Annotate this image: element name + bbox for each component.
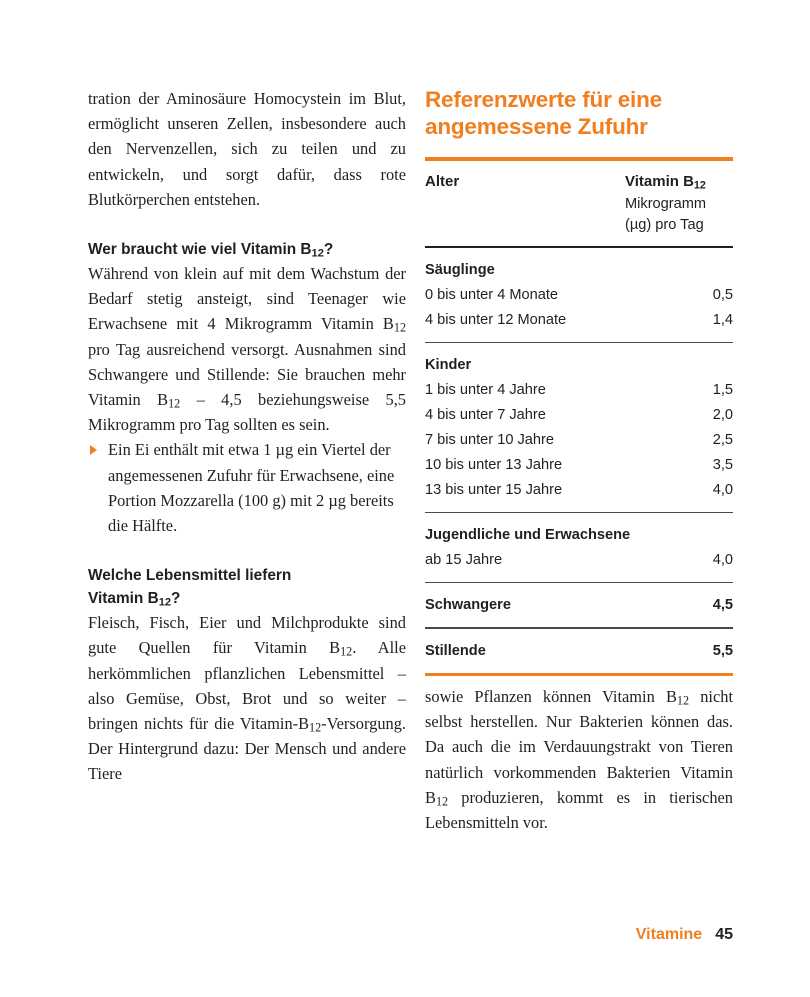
- row-value: 0,5: [712, 286, 733, 303]
- paragraph-subscript-1: 12: [676, 693, 690, 708]
- group-label: Schwangere: [425, 597, 511, 614]
- group-label: Jugendliche und Erwachsene: [425, 527, 631, 544]
- table-section-kinder: [425, 353, 733, 503]
- row-value: 3,5: [712, 456, 733, 473]
- triangle-bullet-icon: [90, 445, 97, 455]
- row-age: 4 bis unter 7 Jahre: [425, 406, 546, 423]
- group-label: Stillende: [425, 642, 486, 659]
- heading-welche-lebensmittel-line1: Welche Lebensmittel liefern: [88, 567, 292, 585]
- table-section-jugendliche: [425, 523, 733, 573]
- heading-subscript: 12: [311, 247, 324, 260]
- group-value: 4,5: [712, 597, 733, 614]
- table-group-row: [425, 523, 733, 548]
- heading-suffix: ?: [323, 241, 334, 259]
- group-label: Säuglinge: [425, 261, 495, 278]
- row-age: 0 bis unter 4 Monate: [425, 286, 559, 303]
- table-group-row: [425, 593, 733, 618]
- heading-text: Vitamin B: [88, 590, 159, 608]
- table-section-sauglinge: [425, 258, 733, 333]
- heading-subscript: 12: [158, 596, 172, 609]
- paragraph-part-3: – 4,5 beziehungsweise 5,5 Mikrogramm pro Tag sollten es sein.: [88, 390, 406, 435]
- group-value: [693, 353, 733, 378]
- paragraph-part-2: . Alle herkömmlichen pflanzlichen Lebensmittel – also Gemüse, Obst, Brot und so weiter – bringen nichts für die Vitamin-B: [88, 638, 406, 734]
- paragraph-subscript-2: 12: [309, 720, 322, 735]
- table-section-schwangere: [425, 593, 733, 618]
- table-title: [425, 86, 733, 140]
- group-value: [705, 523, 733, 548]
- row-age: 13 bis unter 15 Jahre: [425, 481, 563, 498]
- row-age: 1 bis unter 4 Jahre: [425, 381, 546, 398]
- row-value: 1,5: [712, 381, 733, 398]
- heading-wer-braucht: [88, 238, 406, 261]
- list-item-text: Ein Ei enthält mit etwa 1 µg ein Viertel der angemessenen Zufuhr für Erwachsene, eine Portion Mozzarella (100 g) mit 2 µg bereits die Hälfte.: [108, 440, 395, 536]
- paragraph-bedarf: [88, 261, 406, 437]
- row-value: 2,0: [712, 406, 733, 423]
- table-title-line-1: Referenzwerte für eine: [425, 87, 662, 112]
- reference-table-block: [425, 86, 733, 676]
- paragraph-subscript-1: 12: [340, 644, 353, 659]
- table-bottom-rule: [425, 673, 733, 677]
- table-group-row: [425, 639, 733, 664]
- table-row: [425, 403, 733, 428]
- column-header-vitamin-text: Vitamin B: [625, 172, 694, 190]
- table-row: [425, 478, 733, 503]
- paragraph-part-2: nicht selbst herstellen. Nur Bakterien können das. Da auch die im Verdauungstrakt von Tieren natürlich vorkommenden Bakterien Vitamin B: [425, 687, 733, 807]
- bullet-list: [88, 437, 406, 538]
- table-group-row: [425, 258, 733, 283]
- paragraph-part-3: -Versorgung. Der Hintergrund dazu: Der Mensch und andere Tiere: [88, 714, 406, 784]
- group-value: 5,5: [712, 642, 733, 659]
- column-header-unit-line-1: Mikrogramm: [625, 195, 707, 212]
- paragraph-part-1: Fleisch, Fisch, Eier und Milchprodukte sind gute Quellen für Vitamin B: [88, 613, 406, 658]
- row-age: 7 bis unter 10 Jahre: [425, 431, 554, 448]
- paragraph-part-1: sowie Pflanzen können Vitamin B: [425, 687, 677, 706]
- section-spacer: [88, 538, 406, 564]
- paragraph-subscript-2: 12: [435, 794, 449, 809]
- page-footer: [636, 926, 733, 944]
- table-title-line-2: angemessene Zufuhr: [425, 114, 648, 139]
- table-header-row: [425, 161, 733, 246]
- paragraph-part-3: produzieren, kommt es in tierischen Lebensmitteln vor.: [425, 787, 733, 833]
- paragraph-part-1: Während von klein auf mit dem Wachstum der Bedarf stetig ansteigt, sind Teenager wie Erwachsene mit 4 Mikrogramm Vitamin B: [88, 264, 406, 334]
- table-row: [425, 453, 733, 478]
- row-age: 10 bis unter 13 Jahre: [425, 456, 563, 473]
- paragraph-subscript-2: 12: [168, 396, 181, 411]
- column-header-alter: Alter: [425, 172, 460, 190]
- column-header-vitamin-subscript: 12: [693, 178, 706, 191]
- table-group-row: [425, 353, 733, 378]
- table-row: [425, 308, 733, 333]
- heading-welche-lebensmittel-line2: [88, 587, 406, 610]
- table-row: [425, 378, 733, 403]
- row-age: ab 15 Jahre: [425, 552, 503, 569]
- table-row: [425, 548, 733, 573]
- paragraph-lebensmittel: [88, 610, 406, 786]
- row-value: 4,0: [712, 552, 733, 569]
- continued-paragraph-right: [425, 684, 733, 835]
- right-column-text: [425, 684, 733, 835]
- paragraph-spacer: [88, 212, 406, 238]
- group-label: Kinder: [425, 356, 472, 373]
- heading-suffix: ?: [171, 590, 181, 608]
- table-row: [425, 283, 733, 308]
- column-header-unit-line-2: (µg) pro Tag: [625, 217, 704, 233]
- heading-text: Wer braucht wie viel Vitamin B: [88, 241, 312, 259]
- row-age: 4 bis unter 12 Monate: [425, 311, 567, 328]
- column-header-vitamin: [625, 170, 733, 237]
- row-value: 2,5: [712, 431, 733, 448]
- paragraph-part-2: pro Tag ausreichend versorgt. Ausnahmen sind Schwangere und Stillende: Sie brauchen mehr Vitamin B: [88, 339, 406, 410]
- group-value: [694, 258, 733, 283]
- footer-section-label: Vitamine: [635, 926, 703, 943]
- table-row: [425, 428, 733, 453]
- row-value: 1,4: [712, 311, 733, 328]
- row-value: 4,0: [712, 481, 733, 498]
- left-column: [88, 86, 406, 787]
- table-section-stillende: [425, 639, 733, 664]
- continued-paragraph: tration der Aminosäure Homocystein im Blut, ermöglicht unseren Zellen, insbesondere auch den Nervenzellen, sich zu teilen und zu entwickeln, und sorgt dafür, dass rote Blutkörperchen entstehen.: [88, 89, 406, 209]
- column-header-vitamin-title: [625, 170, 733, 194]
- footer-page-number: 45: [715, 926, 733, 943]
- paragraph-subscript-1: 12: [393, 320, 406, 335]
- list-item: [88, 437, 406, 538]
